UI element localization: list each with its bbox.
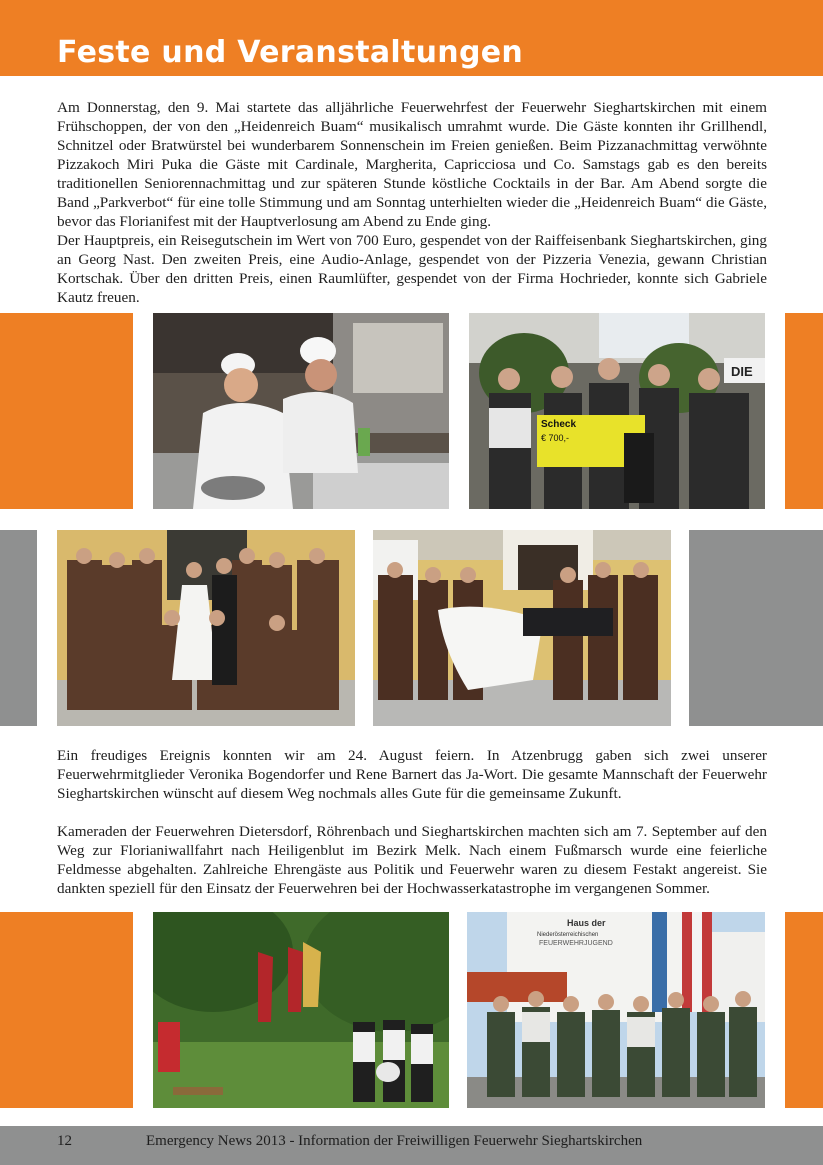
page-title: Feste und Veranstaltungen: [57, 35, 524, 70]
article-intro: [57, 98, 767, 307]
photo-wedding-group: [57, 530, 355, 726]
photo-field-mass-parade: [153, 912, 449, 1108]
photo-wedding-lift: [373, 530, 671, 726]
article-wedding-and-pilgrimage: [57, 746, 767, 898]
page-footer: [0, 1126, 823, 1165]
building-sign-line-3: FEUERWEHRJUGEND: [539, 940, 613, 947]
building-sign-line-2: Niederösterreichischen: [537, 932, 599, 938]
page-number: 12: [57, 1133, 72, 1149]
cheque-amount-text: € 700,-: [541, 433, 570, 443]
decorative-bar-right-2: [689, 530, 823, 726]
page-header: [0, 0, 823, 76]
article-paragraph-1: Am Donnerstag, den 9. Mai startete das alljährliche Feuerwehrfest der Feuerwehr Sieghartskirchen mit einem Frühschoppen, der von den „Heidenreich Buam“ musikalisch umrahmt wurde. Die Gäste konnten ihr Grillhendl, Schnitzel oder Bratwürstel bei wunderbarem Sonnenschein im Freien genießen. Beim Pizzanachmittag verwöhnte Pizzakoch Miri Puka die Gäste mit Cardinale, Margherita, Capricciosa und Co. Samstags gab es den bereits traditionellen Seniorennachmittag und zur späteren Stunde köstliche Cocktails in der Bar. Am Abend sorgte die Band „Parkverbot“ für eine tolle Stimmung und am Sonntag unterhielten wieder die „Heidenreich Buam“ die Gäste, bevor das Florianifest mit der Hauptverlosung am Abend zu Ende ging.: [57, 99, 767, 230]
decorative-bar-right-1: [785, 313, 823, 509]
article-paragraph-4: Kameraden der Feuerwehren Dietersdorf, Röhrenbach und Sieghartskirchen machten sich am 7. September auf den Weg zur Florianiwallfahrt nach Heiligenblut im Bezirk Melk. Nach einem Fußmarsch wurde eine feierliche Feldmesse abgehalten. Zahlreiche Ehrengäste aus Politik und Feuerwehr waren zu diesem Festakt angereist. Sie dankten speziell für den Einsatz der Feuerwehren bei der Hochwasserkatastrophe im vergangenen Sommer.: [57, 823, 767, 897]
cheque-label-text: Scheck: [541, 419, 577, 430]
decorative-bar-left-3: [0, 912, 133, 1108]
photo-fire-youth-house-group: [467, 912, 765, 1108]
publication-title: Emergency News 2013 - Information der Freiwilligen Feuerwehr Sieghartskirchen: [146, 1133, 643, 1149]
sign-die-text: DIE: [731, 364, 753, 379]
photo-raffle-winners: [469, 313, 765, 509]
decorative-bar-left-1: [0, 313, 133, 509]
decorative-bar-left-2: [0, 530, 37, 726]
decorative-bar-right-3: [785, 912, 823, 1108]
article-paragraph-2: Der Hauptpreis, ein Reisegutschein im Wert von 700 Euro, gespendet von der Raiffeisenbank Sieghartskirchen, ging an Georg Nast. Den zweiten Preis, eine Audio-Anlage, gespendet von der Pizzeria Venezia, gewann Christian Kortschak. Über den dritten Preis, einen Raumlüfter, gespendet von der Firma Hochrieder, konnte sich Gabriele Kautz freuen.: [57, 232, 767, 306]
photo-pizza-chefs: [153, 313, 449, 509]
article-paragraph-3: Ein freudiges Ereignis konnten wir am 24. August feiern. In Atzenbrugg gaben sich zwei unserer Feuerwehrmitglieder Veronika Bogendorfer und Rene Barnert das Ja-Wort. Die gesamte Mannschaft der Feuerwehr Sieghartskirchen wünscht auf diesem Weg nochmals alles Gute für die gemeinsame Zukunft.: [57, 747, 767, 802]
building-sign-line-1: Haus der: [567, 918, 606, 928]
